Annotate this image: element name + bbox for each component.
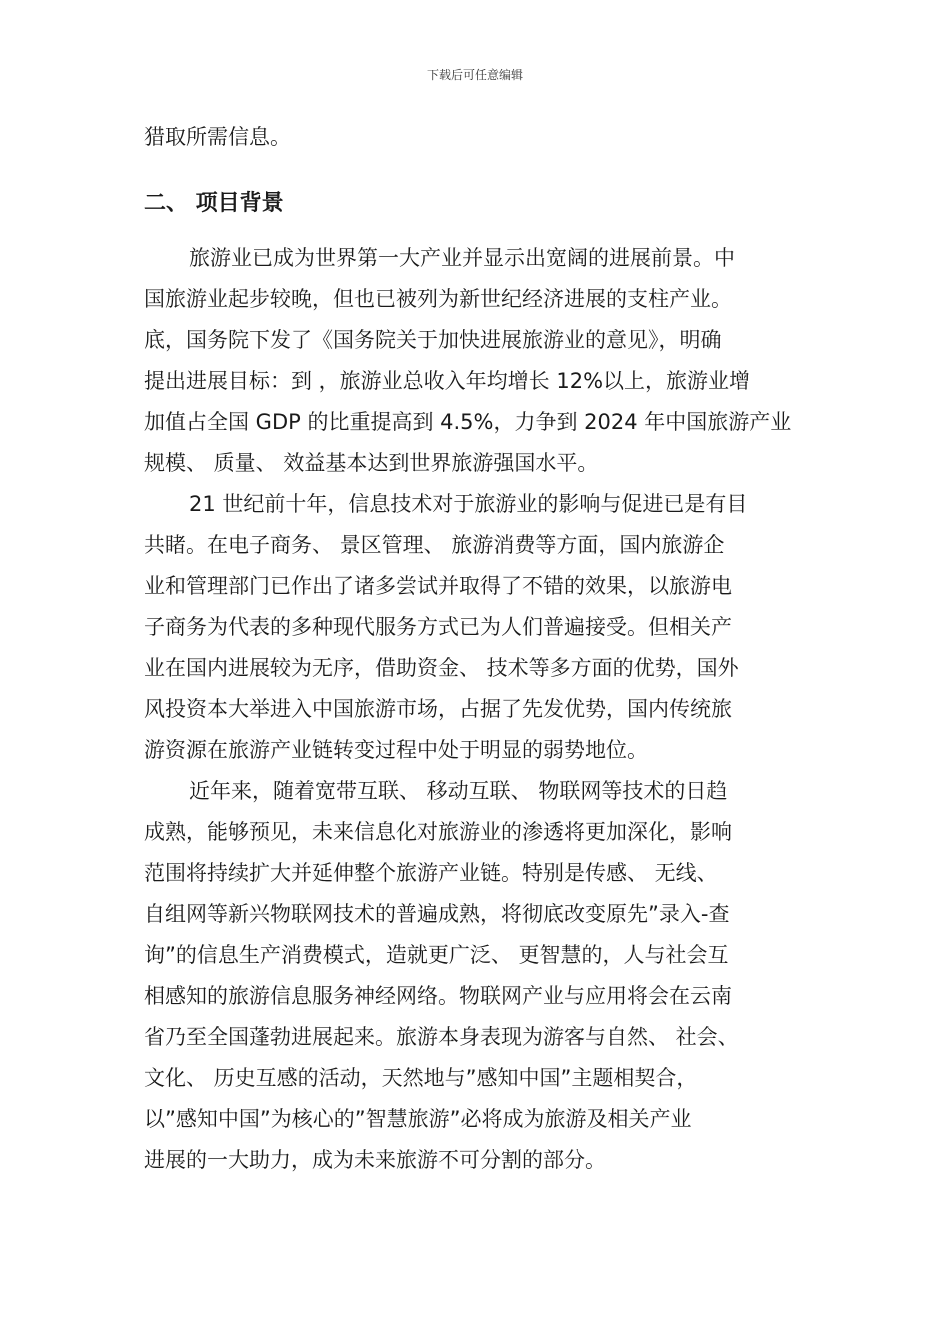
paragraph-line: 子商务为代表的多种现代服务方式已为人们普遍接受。但相关产 bbox=[144, 615, 732, 639]
paragraphs bbox=[144, 238, 809, 1181]
paragraph-line: 成熟，能够预见，未来信息化对旅游业的渗透将更加深化，影响 bbox=[144, 820, 732, 844]
paragraph-line: 风投资本大举进入中国旅游市场，占据了先发优势，国内传统旅 bbox=[144, 697, 732, 721]
paragraph-line: 省乃至全国蓬勃进展起来。旅游本身表现为游客与自然、 社会、 bbox=[144, 1025, 739, 1049]
paragraph-line: 范围将持续扩大并延伸整个旅游产业链。特别是传感、 无线、 bbox=[144, 861, 718, 885]
paragraph-line: 以”感知中国”为核心的”智慧旅游”必将成为旅游及相关产业 bbox=[144, 1107, 692, 1131]
paragraph-line: 业在国内进展较为无序，借助资金、 技术等多方面的优势，国外 bbox=[144, 656, 739, 680]
paragraph bbox=[144, 238, 809, 484]
paragraph-line: 规模、 质量、 效益基本达到世界旅游强国水平。 bbox=[144, 451, 599, 475]
paragraph-line: 21 世纪前十年，信息技术对于旅游业的影响与促进已是有目 bbox=[189, 492, 748, 516]
paragraph-line: 自组网等新兴物联网技术的普遍成熟，将彻底改变原先”录入-查 bbox=[144, 902, 730, 926]
paragraph-line: 底，国务院下发了《国务院关于加快进展旅游业的意见》，明确 bbox=[144, 328, 722, 352]
paragraph-line: 共睹。在电子商务、 景区管理、 旅游消费等方面，国内旅游企 bbox=[144, 533, 725, 557]
paragraph bbox=[144, 484, 809, 771]
section-heading: 二、 项目背景 bbox=[144, 191, 284, 216]
paragraph-line: 旅游业已成为世界第一大产业并显示出宽阔的进展前景。中 bbox=[189, 246, 735, 270]
paragraph-line: 近年来，随着宽带互联、 移动互联、 物联网等技术的日趋 bbox=[189, 779, 728, 803]
paragraph-line: 询”的信息生产消费模式，造就更广泛、 更智慧的，人与社会互 bbox=[144, 943, 729, 967]
paragraph-line: 提出进展目标：到 ，旅游业总收入年均增长 12%以上，旅游业增 bbox=[144, 369, 751, 393]
paragraph-line: 进展的一大助力，成为未来旅游不可分割的部分。 bbox=[144, 1148, 606, 1172]
intro-line: 猎取所需信息。 bbox=[144, 125, 291, 149]
document-body bbox=[144, 117, 809, 1181]
paragraph-line: 业和管理部门已作出了诸多尝试并取得了不错的效果，以旅游电 bbox=[144, 574, 732, 598]
paragraph-line: 国旅游业起步较晚，但也已被列为新世纪经济进展的支柱产业。 bbox=[144, 287, 732, 311]
page-header: 下载后可任意编辑 bbox=[426, 68, 523, 82]
paragraph-line: 文化、 历史互感的活动，天然地与”感知中国”主题相契合， bbox=[144, 1066, 698, 1090]
paragraph bbox=[144, 771, 809, 1181]
paragraph-line: 游资源在旅游产业链转变过程中处于明显的弱势地位。 bbox=[144, 738, 648, 762]
paragraph-line: 加值占全国 GDP 的比重提高到 4.5%，力争到 2024 年中国旅游产业 bbox=[144, 410, 792, 434]
paragraph-line: 相感知的旅游信息服务神经网络。物联网产业与应用将会在云南 bbox=[144, 984, 732, 1008]
